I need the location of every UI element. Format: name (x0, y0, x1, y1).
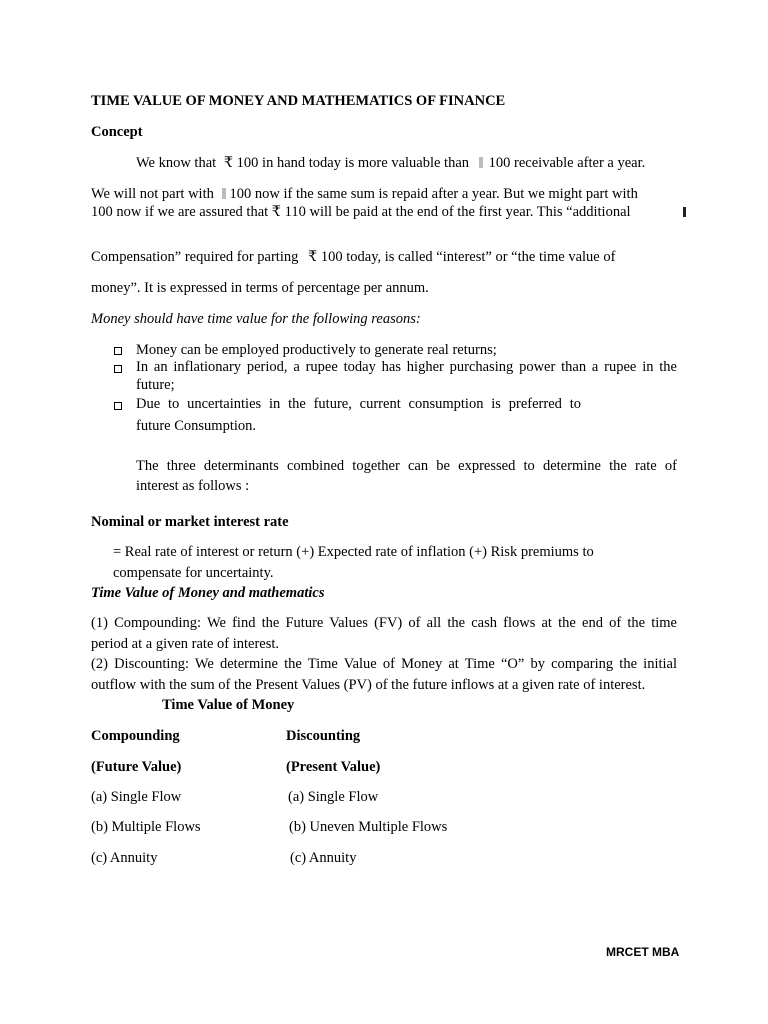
bullet-icon (114, 402, 122, 410)
present-value-heading: (Present Value) (286, 759, 381, 775)
rupee-symbol: ₹ (308, 249, 318, 265)
discounting-line-2: outflow with the sum of the Present Values (PV) of the future inflows at a given rate of interest. (91, 677, 646, 693)
para2-line-2: 100 now if we are assured that ₹ 110 will be paid at the end of the first year. This “additional (91, 204, 631, 220)
bullet-icon (114, 347, 122, 355)
page-title: TIME VALUE OF MONEY AND MATHEMATICS OF FINANCE (91, 93, 506, 109)
compounding-line-1: (1) Compounding: We find the Future Values (FV) of all the cash flows at the end of the time (91, 615, 677, 631)
determinants-line-2: interest as follows : (136, 478, 250, 494)
right-item-c: (c) Annuity (290, 850, 357, 866)
rupee-symbol: ₹ (223, 155, 234, 171)
reason-3-line-2: future Consumption. (136, 418, 257, 434)
para2-line-4: money”. It is expressed in terms of percentage per annum. (91, 280, 429, 296)
rupee-symbol: ₹ (271, 204, 282, 220)
nominal-heading: Nominal or market interest rate (91, 514, 289, 530)
para2-line-3: Compensation” required for parting ₹ 100 today, is called “interest” or “the time value of (91, 249, 616, 265)
para1-line: We know that ₹ 100 in hand today is more valuable than 100 receivable after a year. (136, 155, 646, 171)
future-value-heading: (Future Value) (91, 759, 182, 775)
rupee-placeholder-mark (479, 157, 483, 168)
reason-2-line-2: future; (136, 377, 175, 393)
compounding-heading: Compounding (91, 728, 180, 744)
stray-mark (683, 207, 686, 217)
reason-1: Money can be employed productively to generate real returns; (136, 342, 497, 358)
tvm-math-heading: Time Value of Money and mathematics (91, 585, 325, 601)
left-item-b: (b) Multiple Flows (91, 819, 201, 835)
bullet-icon (114, 365, 122, 373)
rupee-placeholder-mark (222, 188, 226, 199)
compounding-line-2: period at a given rate of interest. (91, 636, 280, 652)
para2-line-1: We will not part with 100 now if the same sum is repaid after a year. But we might part with (91, 186, 638, 202)
reasons-intro: Money should have time value for the following reasons: (91, 311, 421, 327)
discounting-line-1: (2) Discounting: We determine the Time Value of Money at Time “O” by comparing the initial (91, 656, 677, 672)
determinants-line-1: The three determinants combined together can be expressed to determine the rate of (136, 458, 677, 474)
discounting-heading: Discounting (286, 728, 361, 744)
formula-line-1: = Real rate of interest or return (+) Expected rate of inflation (+) Risk premiums to (113, 544, 594, 560)
right-item-b: (b) Uneven Multiple Flows (289, 819, 448, 835)
tvm-subheading: Time Value of Money (162, 697, 295, 713)
reason-3-line-1: Due to uncertainties in the future, current consumption is preferred to (136, 396, 581, 412)
right-item-a: (a) Single Flow (288, 789, 379, 805)
formula-line-2: compensate for uncertainty. (113, 565, 274, 581)
footer-label: MRCET MBA (606, 945, 680, 959)
left-item-c: (c) Annuity (91, 850, 158, 866)
left-item-a: (a) Single Flow (91, 789, 182, 805)
concept-heading: Concept (91, 124, 143, 140)
reason-2-line-1: In an inflationary period, a rupee today has higher purchasing power than a rupee in the (136, 359, 677, 375)
